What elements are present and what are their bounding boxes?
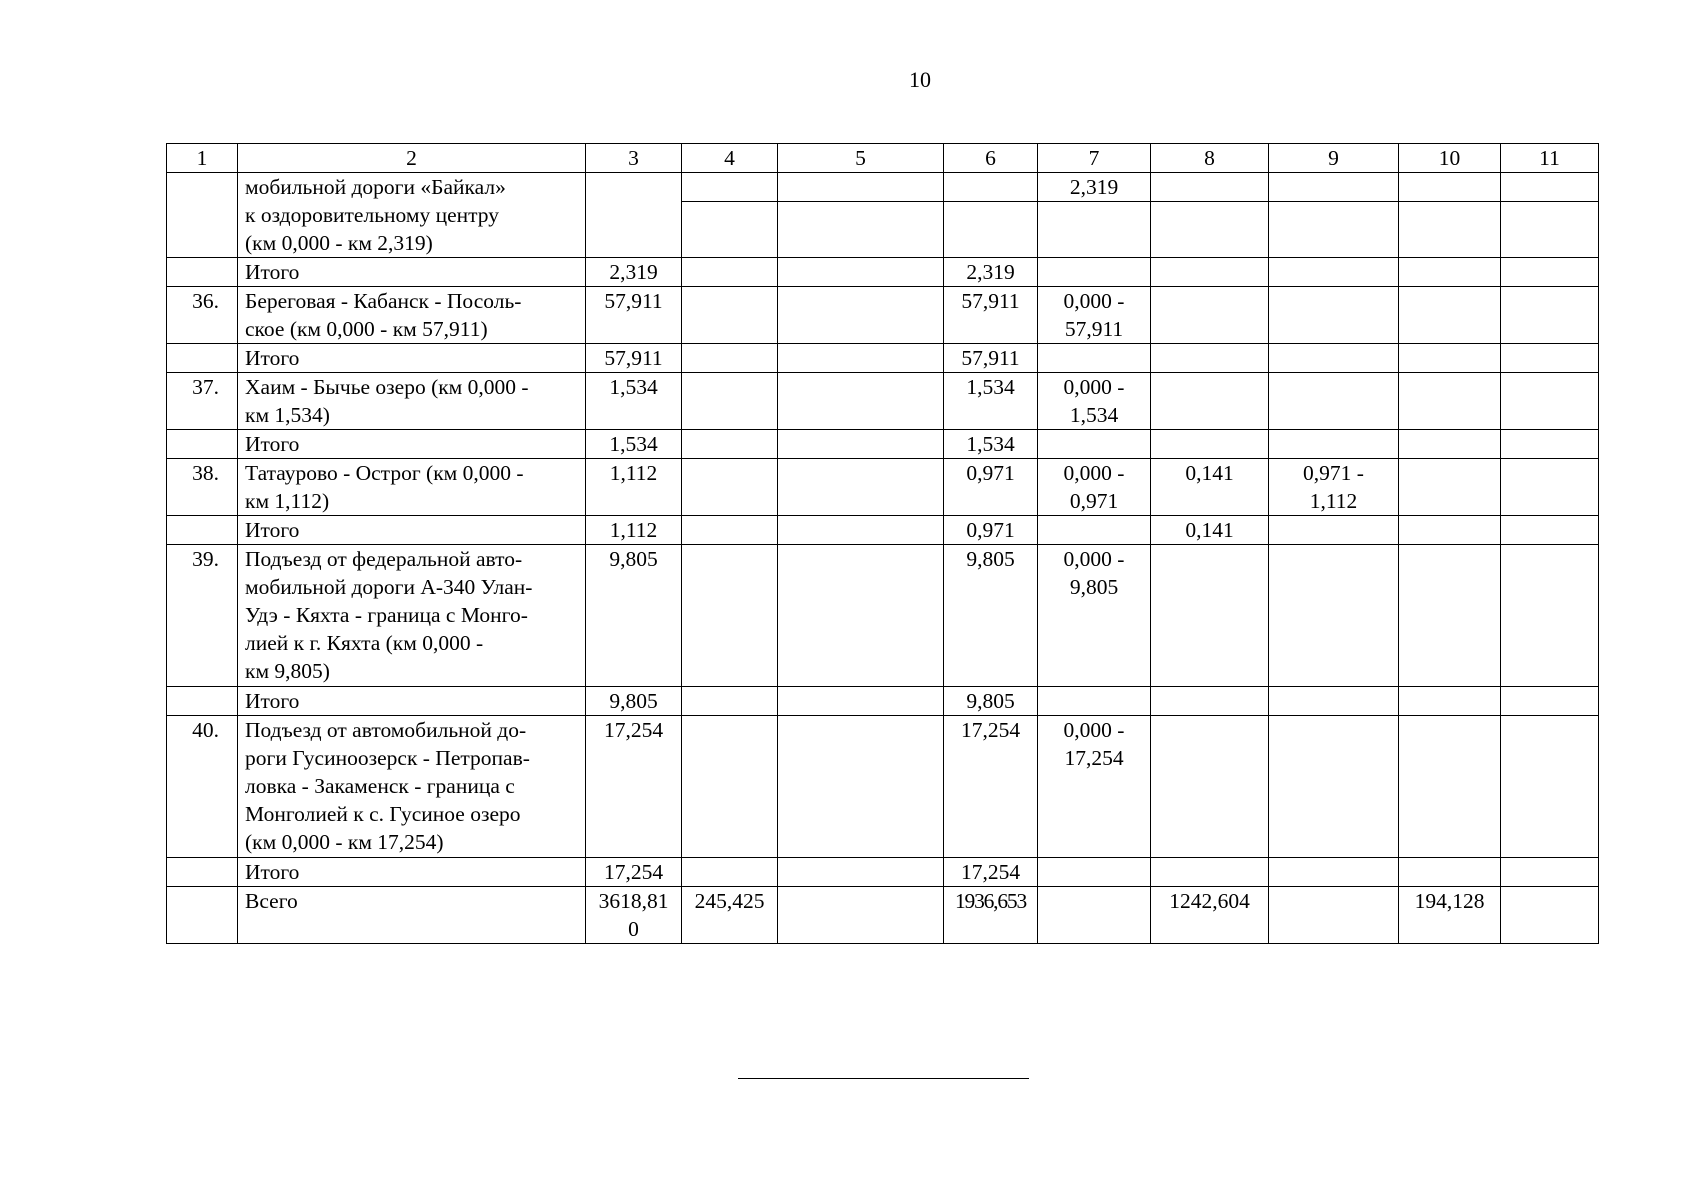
table-row-total (167, 430, 1599, 459)
table-row-total (167, 687, 1599, 716)
header-cell: 11 (1501, 144, 1599, 173)
value-cell: 17,254 (586, 858, 682, 887)
road-table (166, 143, 1599, 944)
header-cell: 9 (1269, 144, 1399, 173)
table-row (167, 287, 1599, 344)
value-cell: 245,425 (682, 887, 778, 944)
value-cell: 0,971 (944, 459, 1038, 516)
value-cell: 2,319 (944, 258, 1038, 287)
value-cell: 0,141 (1151, 459, 1269, 516)
road-name: Итого (238, 858, 586, 887)
road-name: Хаим - Бычье озеро (км 0,000 - км 1,534) (238, 373, 586, 430)
value-cell: 17,254 (586, 716, 682, 858)
road-name: Итого (238, 430, 586, 459)
row-number: 40. (167, 716, 238, 858)
header-cell: 3 (586, 144, 682, 173)
value-cell: 0,000 - 57,911 (1038, 287, 1151, 344)
table-row (167, 545, 1599, 687)
value-cell: 1,112 (586, 516, 682, 545)
value-cell: 9,805 (944, 545, 1038, 687)
header-cell: 2 (238, 144, 586, 173)
value-cell: 17,254 (944, 716, 1038, 858)
table-row (167, 173, 1599, 202)
header-cell: 4 (682, 144, 778, 173)
value-cell: 3618,81 0 (586, 887, 682, 944)
table-row-total (167, 258, 1599, 287)
value-cell: 57,911 (944, 287, 1038, 344)
table-row-total (167, 858, 1599, 887)
road-name: Итого (238, 258, 586, 287)
value-cell: 9,805 (586, 545, 682, 687)
header-cell: 6 (944, 144, 1038, 173)
value-cell: 2,319 (586, 258, 682, 287)
road-name: мобильной дороги «Байкал» к оздоровительному центру (км 0,000 - км 2,319) (238, 173, 586, 258)
row-number: 37. (167, 373, 238, 430)
header-cell: 7 (1038, 144, 1151, 173)
value-cell: 9,805 (944, 687, 1038, 716)
road-name: Подъезд от автомобильной до- роги Гусиноозерск - Петропав- ловка - Закаменск - граница с Монголией к с. Гусиное озеро (км 0,000 - км 17,254) (238, 716, 586, 858)
value-cell: 0,000 - 17,254 (1038, 716, 1151, 858)
row-number: 38. (167, 459, 238, 516)
road-name: Татаурово - Острог (км 0,000 - км 1,112) (238, 459, 586, 516)
value-cell: 1,534 (586, 430, 682, 459)
value-cell: 0,000 - 0,971 (1038, 459, 1151, 516)
road-name: Итого (238, 516, 586, 545)
table-row (167, 716, 1599, 858)
value-cell: 0,000 - 9,805 (1038, 545, 1151, 687)
grand-total-row (167, 887, 1599, 944)
grand-total-label: Всего (238, 887, 586, 944)
value-cell: 1936,653 (944, 887, 1038, 944)
road-name: Подъезд от федеральной авто- мобильной дороги А-340 Улан- Удэ - Кяхта - граница с Монго- лией к г. Кяхта (км 0,000 - км 9,805) (238, 545, 586, 687)
header-cell: 10 (1399, 144, 1501, 173)
value-cell: 1,534 (944, 430, 1038, 459)
header-cell: 5 (778, 144, 944, 173)
table-row (167, 373, 1599, 430)
table-row-total (167, 344, 1599, 373)
value-cell: 0,971 (944, 516, 1038, 545)
value-cell: 0,141 (1151, 516, 1269, 545)
row-number: 36. (167, 287, 238, 344)
footer-rule (738, 1078, 1029, 1079)
road-name: Береговая - Кабанск - Посоль- ское (км 0,000 - км 57,911) (238, 287, 586, 344)
road-name: Итого (238, 687, 586, 716)
value-cell: 1,112 (586, 459, 682, 516)
value-cell: 1,534 (586, 373, 682, 430)
value-cell: 57,911 (586, 344, 682, 373)
value-cell: 0,000 - 1,534 (1038, 373, 1151, 430)
road-name: Итого (238, 344, 586, 373)
value-cell: 57,911 (586, 287, 682, 344)
value-cell: 1,534 (944, 373, 1038, 430)
page-number: 10 (909, 67, 931, 92)
header-row (167, 144, 1599, 173)
value-cell: 9,805 (586, 687, 682, 716)
value-cell: 2,319 (1038, 173, 1151, 202)
value-cell: 1242,604 (1151, 887, 1269, 944)
table-row-total (167, 516, 1599, 545)
row-number: 39. (167, 545, 238, 687)
value-cell: 17,254 (944, 858, 1038, 887)
value-cell: 57,911 (944, 344, 1038, 373)
value-cell: 0,971 - 1,112 (1269, 459, 1399, 516)
header-cell: 1 (167, 144, 238, 173)
table-row (167, 459, 1599, 516)
value-cell: 194,128 (1399, 887, 1501, 944)
header-cell: 8 (1151, 144, 1269, 173)
